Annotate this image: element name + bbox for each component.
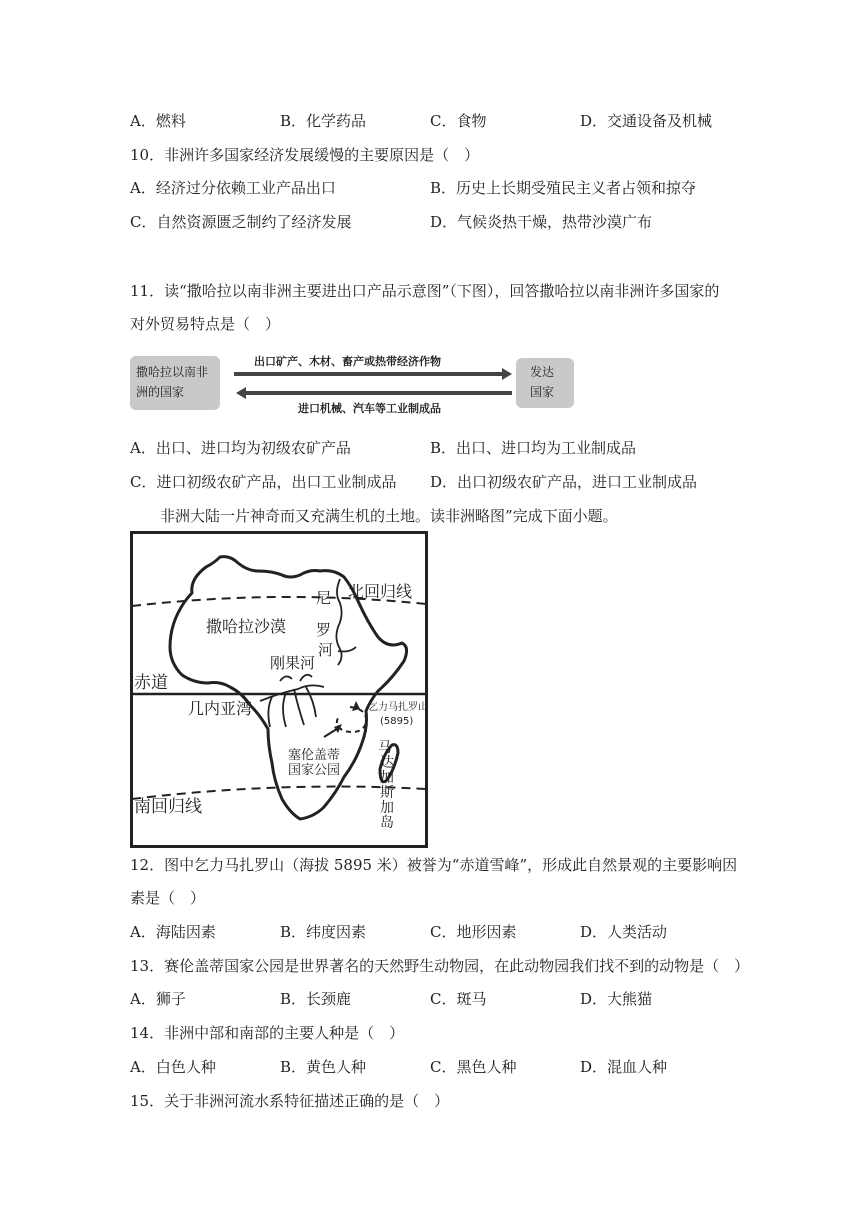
q10-option-d: D．气候炎热干燥，热带沙漠广布: [430, 213, 653, 231]
import-arrow: [236, 387, 512, 399]
q13-option-c: C．斑马: [430, 990, 487, 1008]
q14-option-d: D．混血人种: [580, 1058, 668, 1076]
q9-option-d: D．交通设备及机械: [580, 112, 713, 130]
serengeti-label-1: 塞伦盖蒂: [288, 748, 341, 763]
trade-diagram: [130, 355, 578, 415]
madagascar-label-1: 马: [378, 740, 392, 756]
equator-label: 赤道: [134, 673, 168, 693]
kilimanjaro-label: 乞力马扎罗山: [368, 702, 428, 713]
q15-stem: 15．关于非洲河流水系特征描述正确的是（ ）: [130, 1092, 450, 1110]
q12-option-b: B．纬度因素: [280, 923, 367, 941]
trade-arrows: [130, 356, 578, 412]
q10-stem: 10．非洲许多国家经济发展缓慢的主要原因是（ ）: [130, 146, 480, 164]
developed-label-2: 国家: [530, 385, 555, 399]
sahara-label: 撒哈拉沙漠: [206, 617, 287, 636]
developed-label-1: 发达: [530, 365, 555, 379]
q10-option-a: A．经济过分依赖工业产品出口: [130, 179, 336, 197]
q13-stem: 13．赛伦盖蒂国家公园是世界著名的天然野生动物园，在此动物园我们找不到的动物是（ ）: [130, 957, 750, 975]
madagascar-label-5: 加: [380, 800, 394, 816]
q9-option-b: B．化学药品: [280, 112, 367, 130]
q11-option-b: B．出口、进口均为工业制成品: [430, 439, 637, 457]
q11-option-c: C．进口初级农矿产品，出口工业制成品: [130, 473, 397, 491]
q13-option-b: B．长颈鹿: [280, 990, 352, 1008]
madagascar-label-2: 达: [380, 755, 394, 771]
serengeti-label-2: 国家公园: [288, 763, 341, 778]
q13-option-a: A．狮子: [130, 990, 186, 1008]
congo-label: 刚果河: [270, 654, 316, 672]
q9-option-a: A．燃料: [130, 112, 186, 130]
q9-option-c: C．食物: [430, 112, 487, 130]
tropic-capricorn-label: 南回归线: [134, 797, 202, 817]
q11-stem-line2: 对外贸易特点是（ ）: [130, 315, 281, 333]
q12-option-d: D．人类活动: [580, 923, 668, 941]
q12-stem-line1: 12．图中乞力马扎罗山（海拔 5895 米）被誉为“赤道雪峰”，形成此自然景观的主要影响因: [130, 856, 738, 874]
export-arrow: [234, 368, 512, 380]
madagascar-label-3: 加: [380, 770, 394, 786]
guinea-label: 几内亚湾: [188, 699, 253, 718]
section-intro: 非洲大陆一片神奇而又充满生机的土地。读非洲略图”完成下面小题。: [160, 507, 618, 525]
africa-map: [130, 531, 428, 848]
madagascar-label-6: 岛: [380, 815, 394, 831]
nile-label-3: 河: [318, 641, 334, 659]
madagascar-label-4: 斯: [380, 785, 394, 801]
q13-option-d: D．大熊猫: [580, 990, 653, 1008]
q11-stem-line1: 11．读“撒哈拉以南非洲主要进出口产品示意图”（下图），回答撒哈拉以南非洲许多国家的: [130, 282, 720, 300]
kilimanjaro-height: (5895): [380, 716, 414, 727]
export-arrow-label: 出口矿产、木材、畜产或热带经济作物: [254, 355, 441, 368]
q12-option-a: A．海陆因素: [130, 923, 216, 941]
q14-option-a: A．白色人种: [130, 1058, 216, 1076]
sub-saharan-label-2: 洲的国家: [136, 385, 185, 399]
q12-stem-line2: 素是（ ）: [130, 889, 206, 907]
q10-option-b: B．历史上长期受殖民主义者占领和掠夺: [430, 179, 697, 197]
sub-saharan-label-1: 撒哈拉以南非: [136, 365, 209, 379]
q14-option-b: B．黄色人种: [280, 1058, 367, 1076]
q12-option-c: C．地形因素: [430, 923, 517, 941]
q14-option-c: C．黑色人种: [430, 1058, 517, 1076]
q11-option-a: A．出口、进口均为初级农矿产品: [130, 439, 351, 457]
tropic-cancer-label: 北回归线: [348, 582, 413, 601]
nile-label-1: 尼: [316, 589, 332, 607]
import-arrow-label: 进口机械、汽车等工业制成品: [298, 402, 441, 415]
q11-option-d: D．出口初级农矿产品，进口工业制成品: [430, 473, 698, 491]
q10-option-c: C．自然资源匮乏制约了经济发展: [130, 213, 352, 231]
nile-label-2: 罗: [316, 621, 332, 639]
q14-stem: 14．非洲中部和南部的主要人种是（ ）: [130, 1024, 405, 1042]
